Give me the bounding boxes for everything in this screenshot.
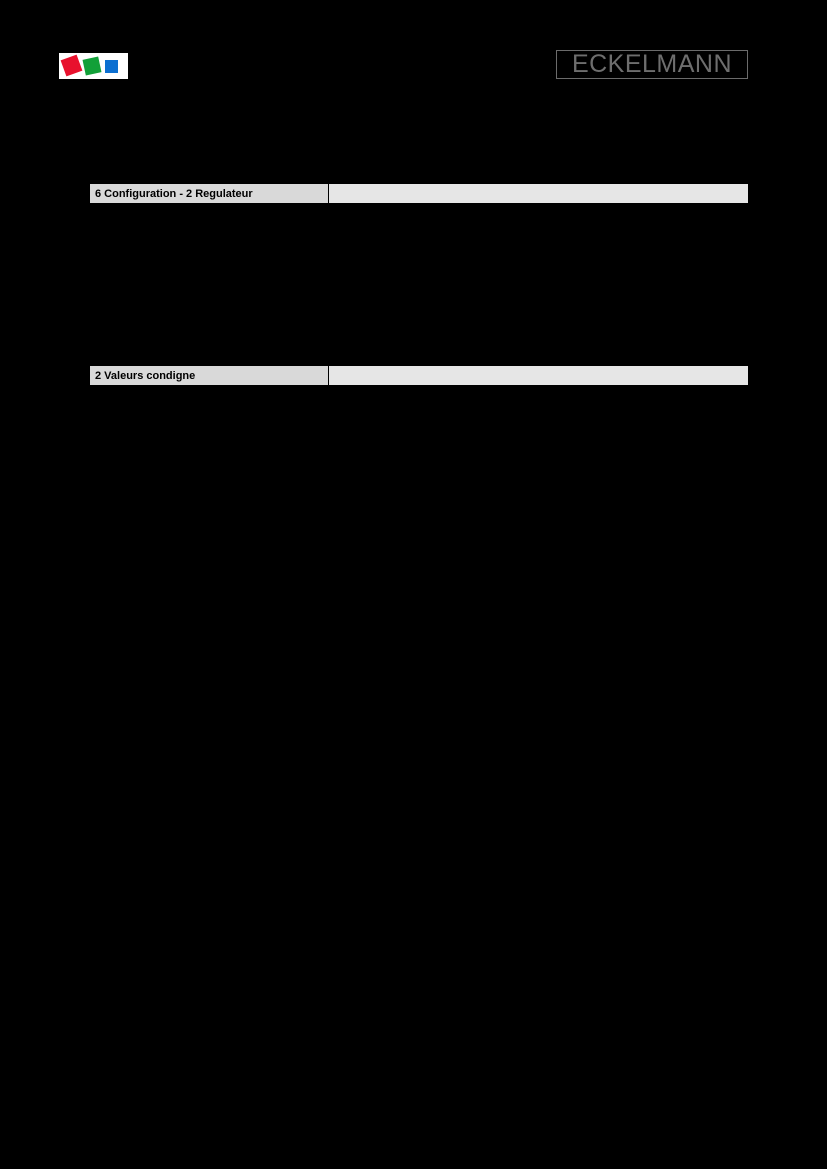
section-title-valeurs-condigne: 2 Valeurs condigne xyxy=(89,365,328,386)
logo-square-blue-icon xyxy=(105,60,118,73)
section-value-config-regulateur xyxy=(328,183,749,204)
section-title-config-regulateur: 6 Configuration - 2 Regulateur xyxy=(89,183,328,204)
logo-square-red-icon xyxy=(61,55,83,77)
logo-square-green-icon xyxy=(83,57,102,76)
brand-wordmark: ECKELMANN xyxy=(556,50,748,79)
section-header-valeurs-condigne xyxy=(89,365,749,386)
section-header-config-regulateur xyxy=(89,183,749,204)
section-value-valeurs-condigne xyxy=(328,365,749,386)
eckelmann-logo-icon xyxy=(59,53,128,79)
